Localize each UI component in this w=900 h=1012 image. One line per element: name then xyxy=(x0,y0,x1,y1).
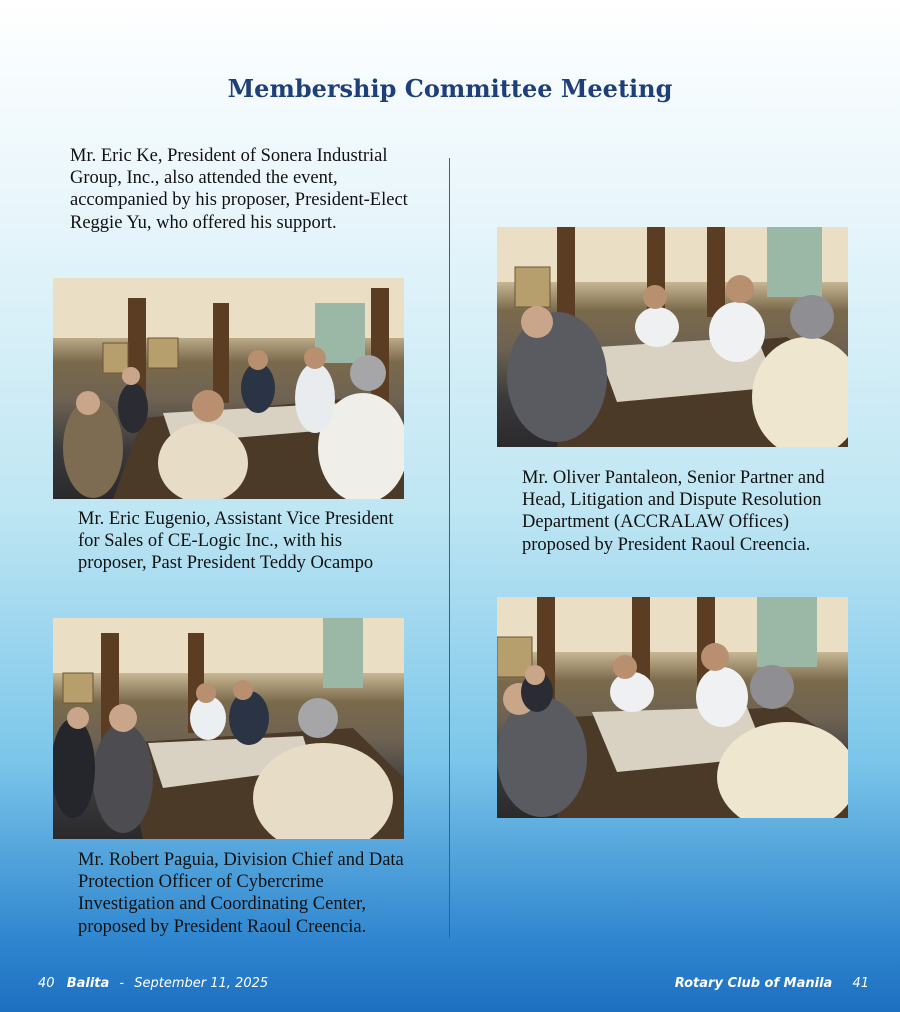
caption-robert-paguia: Mr. Robert Paguia, Division Chief and Data Protection Officer of Cybercrime Investigation and Coordinating Center, proposed by President Raoul Creencia. xyxy=(78,850,404,937)
footer-left xyxy=(38,976,268,991)
caption-oliver-pantaleon: Mr. Oliver Pantaleon, Senior Partner and Head, Litigation and Dispute Resolution Department (ACCRALAW Offices) proposed by President Raoul Creencia. xyxy=(522,468,825,555)
right-page-number: 41 xyxy=(852,976,869,991)
club-name: Rotary Club of Manila xyxy=(674,976,833,991)
meeting-photo-4 xyxy=(497,597,848,818)
footer-right xyxy=(675,976,869,991)
caption-eric-ke: Mr. Eric Ke, President of Sonera Industrial Group, Inc., also attended the event, accompanied by his proposer, President-Elect Reggie Yu, who offered his support. xyxy=(70,146,408,233)
meeting-photo-2 xyxy=(53,618,404,839)
column-divider xyxy=(449,158,450,938)
page-title: Membership Committee Meeting xyxy=(227,74,673,103)
caption-eric-eugenio: Mr. Eric Eugenio, Assistant Vice President for Sales of CE-Logic Inc., with his proposer, Past President Teddy Ocampo xyxy=(78,509,394,574)
publication-date: September 11, 2025 xyxy=(134,976,269,991)
footer-dash: - xyxy=(119,976,125,991)
publication-name: Balita xyxy=(66,976,110,991)
left-page-number: 40 xyxy=(38,976,55,991)
meeting-photo-1 xyxy=(53,278,404,499)
meeting-photo-3 xyxy=(497,227,848,447)
